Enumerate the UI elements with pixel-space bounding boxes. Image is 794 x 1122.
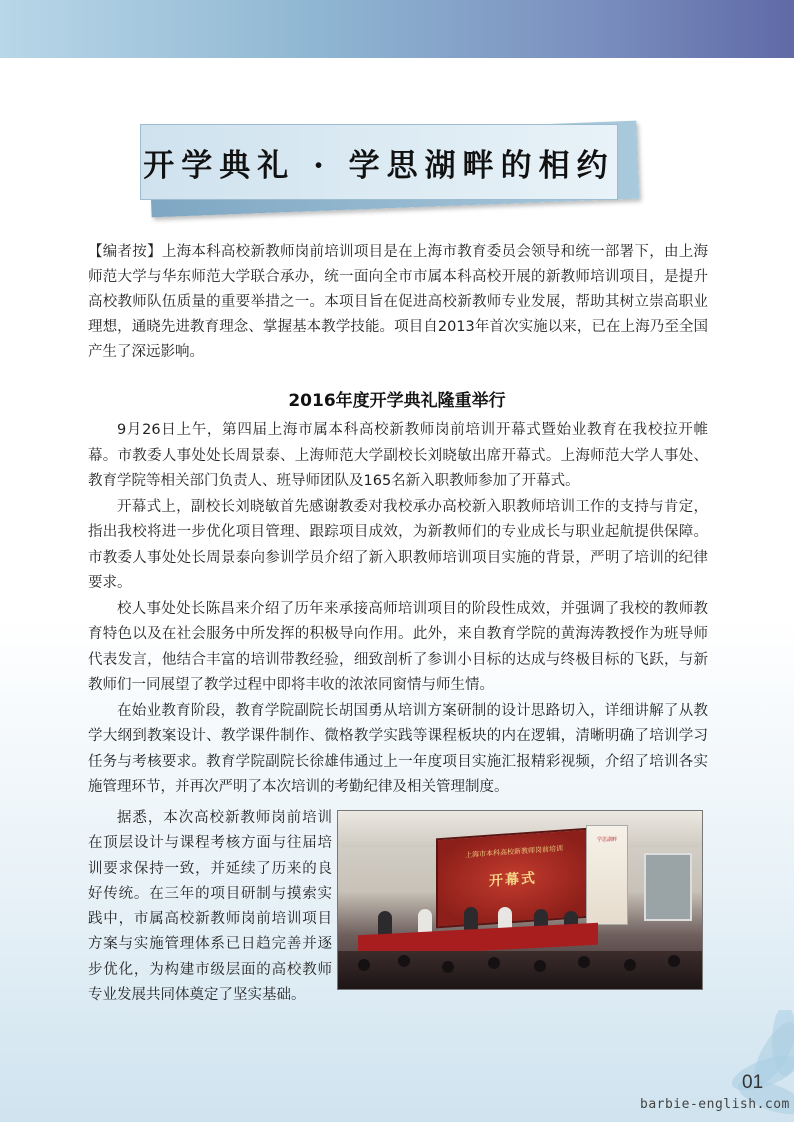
paragraph: 9月26日上午，第四届上海市属本科高校新教师岗前培训开幕式暨始业教育在我校拉开帷幕。市教委人事处处长周景泰、上海师范大学副校长刘晓敏出席开幕式。上海师范大学人事处、教育学院等相关部门负责人、班导师团队及165名新入职教师参加了开幕式。: [88, 422, 708, 489]
page-title: 开学典礼 · 学思湖畔的相约: [143, 147, 615, 184]
header-band: [0, 0, 794, 58]
audience-head: [534, 960, 546, 972]
audience: [338, 951, 702, 989]
title-banner: [140, 120, 640, 210]
audience-head: [442, 961, 454, 973]
screen-subtitle: 开幕式: [489, 870, 537, 890]
ceremony-photo: [337, 810, 703, 990]
watermark: barbie-english.com: [640, 1097, 790, 1112]
audience-head: [578, 956, 590, 968]
hall-window: [644, 853, 692, 921]
screen-title: 上海市本科高校新教师岗前培训: [465, 844, 563, 860]
audience-head: [488, 957, 500, 969]
audience-head: [624, 959, 636, 971]
audience-head: [398, 955, 410, 967]
banner-panel: [140, 124, 618, 200]
event-poster: [586, 825, 628, 925]
article-headline: 2016年度开学典礼隆重举行: [288, 391, 506, 411]
flower-petal: [772, 1010, 794, 1076]
editor-note: 【编者按】上海本科高校新教师岗前培训项目是在上海市教育委员会领导和统一部署下，由上海师范大学与华东师范大学联合承办，统一面向全市市属本科高校开展的新教师培训项目，是提升高校教师队伍质量的重要举措之一。本项目旨在促进高校新教师专业发展，帮助其树立崇高职业理想，通晓先进教育理念、掌握基本教学技能。项目自2013年首次实施以来，已在上海乃至全国产生了深远影响。: [88, 244, 708, 360]
paragraph: 校人事处处长陈昌来介绍了历年来承接高师培训项目的阶段性成效，并强调了我校的教师教育特色以及在社会服务中所发挥的积极导向作用。此外，来自教育学院的黄海涛教授作为班导师代表发言，他结合丰富的培训带教经验，细致剖析了参训小目标的达成与终极目标的飞跃，与新教师们一同展望了教学过程中即将丰收的浓浓同窗情与师生情。: [88, 600, 708, 693]
poster-text: 学思湖畔: [596, 837, 617, 843]
paragraph: 在始业教育阶段，教育学院副院长胡国勇从培训方案研制的设计思路切入，详细讲解了从教学大纲到教案设计、教学课件制作、微格教学实践等课程板块的内在逻辑，清晰明确了培训学习任务与考核要求。教育学院副院长徐雄伟通过上一年度项目实施汇报精彩视频，介绍了培训各实施管理环节，并再次严明了本次培训的考勤纪律及相关管理制度。: [88, 702, 708, 795]
page-number: 01: [742, 1072, 764, 1093]
audience-head: [358, 959, 370, 971]
side-paragraph: 据悉，本次高校新教师岗前培训在顶层设计与课程考核方面与往届培训要求保持一致，并延续了历来的良好传统。在三年的项目研制与摸索实践中，市属高校新教师岗前培训项目方案与实施管理体系已日趋完善并逐步优化，为构建市级层面的高校教师专业发展共同体奠定了坚实基础。: [88, 810, 332, 1004]
audience-head: [668, 955, 680, 967]
paragraph: 开幕式上，副校长刘晓敏首先感谢教委对我校承办高校新入职教师培训工作的支持与肯定，指出我校将进一步优化项目管理、跟踪项目成效，为新教师们的专业成长与职业起航提供保障。市教委人事处处长周景泰向参训学员介绍了新入职教师培训项目实施的背景，严明了培训的纪律要求。: [88, 498, 708, 591]
article-body: [88, 418, 708, 801]
